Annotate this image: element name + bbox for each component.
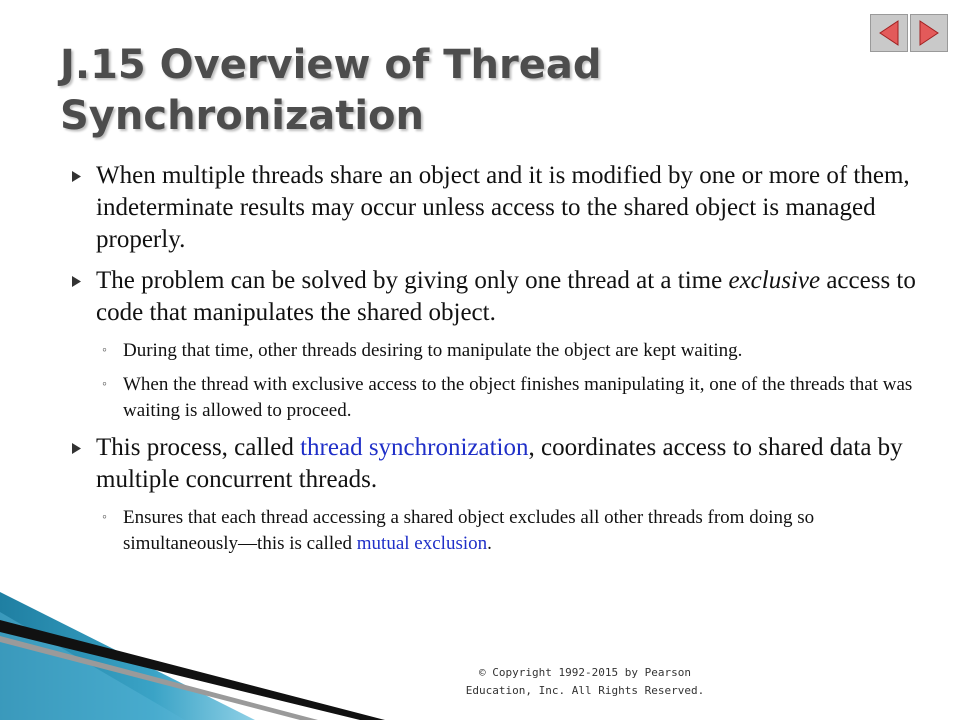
- copyright-line-1: © Copyright 1992-2015 by Pearson: [479, 666, 691, 679]
- bullet-text: When multiple threads share an object and it is modified by one or more of them, indeterminate results may occur unless access to the shared object is managed properly.: [96, 162, 910, 253]
- bullet-arrow-icon: [72, 276, 81, 287]
- bullet-text: , coordinates access to shared data by multiple concurrent threads.: [96, 434, 903, 493]
- ring-bullet-icon: ◦: [102, 377, 107, 392]
- ring-bullet-icon: ◦: [102, 343, 107, 358]
- slide-title-line-1: J.15 Overview of Thread: [60, 42, 602, 88]
- sub-bullet-proceed: [100, 372, 920, 424]
- sub-bullet-text: During that time, other threads desiring to manipulate the object are kept waiting.: [123, 340, 743, 361]
- bullet-emphasis: exclusive: [728, 267, 821, 294]
- sub-bullet-text: When the thread with exclusive access to the object finishes manipulating it, one of the threads that was waiting is allowed to proceed.: [123, 374, 913, 421]
- bullet-exclusive-access: [70, 265, 920, 329]
- term-mutual-exclusion: mutual exclusion: [356, 533, 488, 554]
- sub-bullet-text: .: [487, 533, 492, 554]
- bullet-shared-object: [70, 160, 920, 256]
- bullet-thread-synchronization: [70, 432, 920, 496]
- bullet-text: access to code that manipulates the shared object.: [96, 267, 916, 326]
- copyright-notice: [440, 664, 730, 700]
- copyright-line-2: Education, Inc. All Rights Reserved.: [465, 684, 705, 697]
- next-slide-button[interactable]: [910, 14, 948, 52]
- sub-bullet-waiting: [100, 338, 920, 364]
- bullet-text: The problem can be solved by giving only one thread at a time: [96, 267, 729, 294]
- previous-slide-button[interactable]: [870, 14, 908, 52]
- bullet-arrow-icon: [72, 171, 81, 182]
- slide-body: [70, 160, 920, 565]
- term-thread-synchronization: thread synchronization: [300, 434, 529, 461]
- slide-title-line-2: Synchronization: [60, 93, 425, 139]
- triangle-left-icon: [871, 15, 907, 51]
- slide-title: [60, 40, 860, 142]
- ring-bullet-icon: ◦: [102, 510, 107, 525]
- sub-bullet-text: Ensures that each thread accessing a shared object excludes all other threads from doing so simultaneously—this is called: [123, 507, 815, 554]
- sub-bullet-mutual-exclusion: [100, 505, 920, 557]
- bullet-arrow-icon: [72, 443, 81, 454]
- triangle-right-icon: [911, 15, 947, 51]
- bullet-text: This process, called: [96, 434, 301, 461]
